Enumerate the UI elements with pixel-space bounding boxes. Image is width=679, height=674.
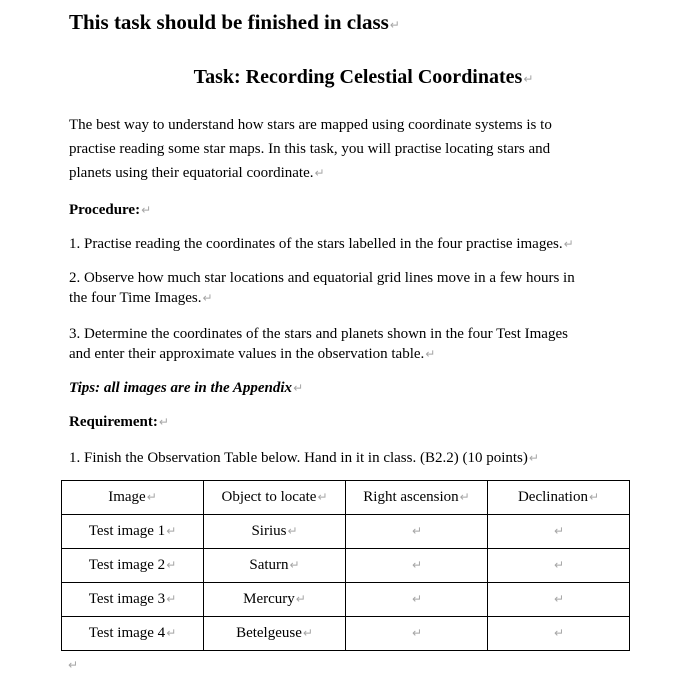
image-cell: Test image 2↵ bbox=[62, 549, 204, 583]
header-cell-object: Object to locate↵ bbox=[204, 481, 346, 515]
cell-mark-icon: ↵ bbox=[317, 490, 328, 504]
cell-mark-icon: ↵ bbox=[166, 558, 177, 572]
table-row bbox=[62, 583, 630, 617]
right-ascension-cell[interactable] bbox=[346, 549, 488, 583]
paragraph-mark-icon: ↵ bbox=[314, 166, 325, 180]
right-ascension-cell[interactable] bbox=[346, 515, 488, 549]
paragraph-mark-icon: ↵ bbox=[293, 381, 304, 395]
cell-mark-icon: ↵ bbox=[289, 558, 300, 572]
intro-line-3: planets using their equatorial coordinate.↵ bbox=[69, 165, 325, 181]
paragraph-mark-icon: ↵ bbox=[528, 451, 539, 465]
cell-mark-icon: ↵ bbox=[459, 490, 470, 504]
requirement-label: Requirement:↵ bbox=[69, 414, 169, 430]
image-cell: Test image 1↵ bbox=[62, 515, 204, 549]
class-notice: This task should be finished in class↵ bbox=[69, 10, 400, 34]
trailing-paragraph-mark bbox=[67, 656, 78, 674]
object-cell: Mercury↵ bbox=[204, 583, 346, 617]
object-cell: Betelgeuse↵ bbox=[204, 617, 346, 651]
paragraph-mark-icon: ↵ bbox=[523, 72, 534, 86]
procedure-step-2: 2. Observe how much star locations and equatorial grid lines move in a few hours in the four Time Images.↵ bbox=[69, 270, 575, 306]
declination-cell[interactable] bbox=[488, 515, 630, 549]
requirement-text: 1. Finish the Observation Table below. Hand in it in class. (B2.2) (10 points)↵ bbox=[69, 450, 539, 466]
table-row bbox=[62, 515, 630, 549]
cell-mark-icon: ↵ bbox=[411, 524, 423, 538]
paragraph-mark-icon: ↵ bbox=[389, 18, 400, 32]
paragraph-mark-icon: ↵ bbox=[158, 415, 169, 429]
object-cell: Saturn↵ bbox=[204, 549, 346, 583]
paragraph-mark-icon: ↵ bbox=[141, 203, 152, 217]
cell-mark-icon: ↵ bbox=[166, 626, 177, 640]
cell-mark-icon: ↵ bbox=[287, 524, 298, 538]
right-ascension-cell[interactable] bbox=[346, 583, 488, 617]
image-cell: Test image 4↵ bbox=[62, 617, 204, 651]
header-cell-image: Image↵ bbox=[62, 481, 204, 515]
right-ascension-cell[interactable] bbox=[346, 617, 488, 651]
image-cell: Test image 3↵ bbox=[62, 583, 204, 617]
tips-note: Tips: all images are in the Appendix↵ bbox=[69, 380, 304, 396]
cell-mark-icon: ↵ bbox=[295, 592, 306, 606]
table-row bbox=[62, 549, 630, 583]
procedure-step-3: 3. Determine the coordinates of the stars and planets shown in the four Test Images and enter their approximate values in the observation table.↵ bbox=[69, 326, 568, 362]
cell-mark-icon: ↵ bbox=[166, 592, 177, 606]
header-cell-right-ascension: Right ascension↵ bbox=[346, 481, 488, 515]
cell-mark-icon: ↵ bbox=[411, 558, 423, 572]
cell-mark-icon: ↵ bbox=[302, 626, 313, 640]
observation-table bbox=[61, 480, 630, 651]
cell-mark-icon: ↵ bbox=[411, 626, 423, 640]
declination-cell[interactable] bbox=[488, 549, 630, 583]
paragraph-mark-icon: ↵ bbox=[425, 347, 436, 361]
paragraph-mark-icon: ↵ bbox=[68, 658, 79, 672]
cell-mark-icon: ↵ bbox=[588, 490, 600, 504]
object-cell: Sirius↵ bbox=[204, 515, 346, 549]
cell-mark-icon: ↵ bbox=[411, 592, 423, 606]
table-header-row bbox=[62, 481, 630, 515]
declination-cell[interactable] bbox=[488, 617, 630, 651]
cell-mark-icon: ↵ bbox=[553, 524, 565, 538]
cell-mark-icon: ↵ bbox=[166, 524, 177, 538]
procedure-step-1: 1. Practise reading the coordinates of the stars labelled in the four practise images.↵ bbox=[69, 236, 574, 252]
cell-mark-icon: ↵ bbox=[553, 592, 565, 606]
cell-mark-icon: ↵ bbox=[553, 626, 565, 640]
paragraph-mark-icon: ↵ bbox=[563, 237, 574, 251]
intro-line-1: The best way to understand how stars are mapped using coordinate systems is to bbox=[69, 117, 552, 133]
declination-cell[interactable] bbox=[488, 583, 630, 617]
header-cell-declination: Declination↵ bbox=[488, 481, 630, 515]
cell-mark-icon: ↵ bbox=[553, 558, 565, 572]
procedure-label: Procedure:↵ bbox=[69, 202, 152, 218]
paragraph-mark-icon: ↵ bbox=[202, 291, 213, 305]
task-title: Task: Recording Celestial Coordinates↵ bbox=[193, 66, 534, 88]
intro-line-2: practise reading some star maps. In this task, you will practise locating stars and bbox=[69, 141, 551, 157]
table-row bbox=[62, 617, 630, 651]
cell-mark-icon: ↵ bbox=[146, 490, 157, 504]
